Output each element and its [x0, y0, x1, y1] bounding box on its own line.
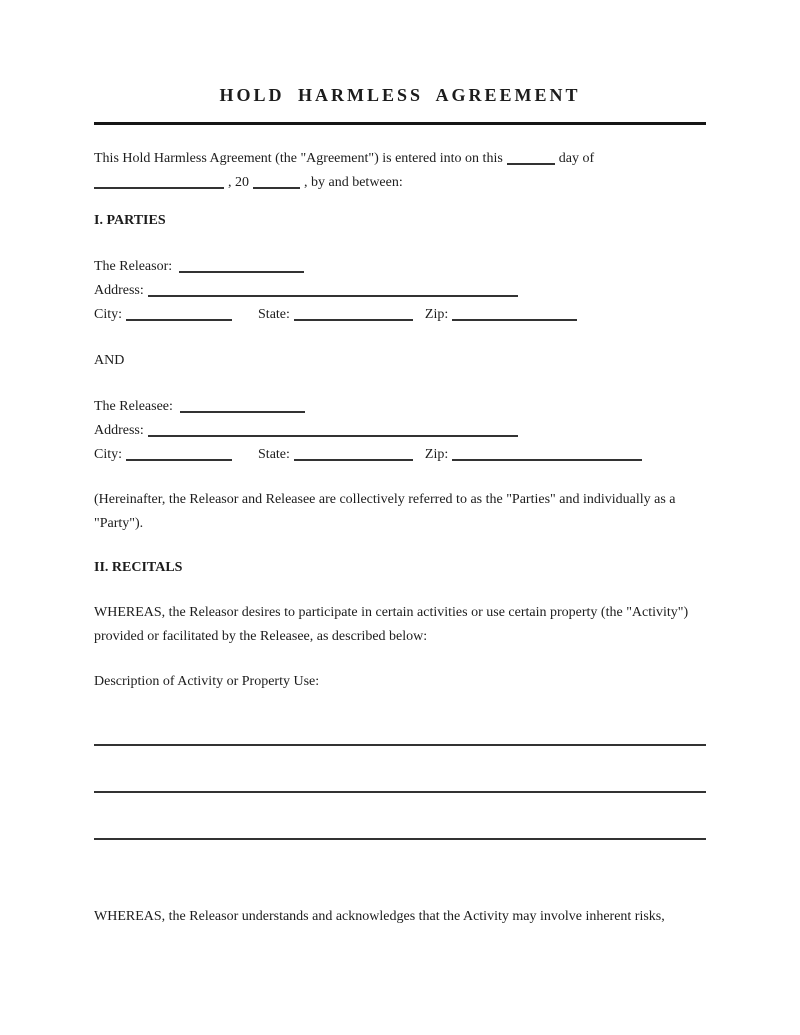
releasee-block	[94, 395, 706, 467]
intro-text-day-of: day of	[558, 151, 595, 166]
releasor-city-blank	[126, 309, 232, 321]
releasee-state-blank	[294, 449, 413, 461]
releasor-zip-blank	[452, 309, 577, 321]
releasee-address-label: Address:	[94, 423, 144, 438]
parties-conjunction: AND	[94, 353, 125, 368]
hereinafter-paragraph	[94, 488, 706, 536]
intro-day-blank	[507, 153, 555, 165]
releasor-zip-label: Zip:	[424, 307, 449, 322]
title-divider-rule	[94, 122, 706, 125]
releasor-state-blank	[294, 309, 413, 321]
description-write-in-area	[94, 744, 706, 840]
releasor-address-label: Address:	[94, 283, 144, 298]
releasee-city-blank	[126, 449, 232, 461]
releasee-name-blank	[180, 401, 305, 413]
parties-section-heading: I. PARTIES	[94, 213, 166, 228]
hereinafter-line-1: (Hereinafter, the Releasor and Releasee are collectively referred to as the "Parties" and individually as a	[94, 492, 676, 507]
releasor-name-line	[94, 255, 706, 279]
releasor-city-state-zip-line	[94, 303, 706, 327]
description-label: Description of Activity or Property Use:	[94, 674, 320, 689]
document-title: HOLD HARMLESS AGREEMENT	[219, 85, 581, 105]
hereinafter-line-2: "Party").	[94, 516, 144, 531]
releasee-zip-blank	[452, 449, 642, 461]
releasor-state-label: State:	[258, 307, 290, 322]
intro-paragraph	[94, 147, 706, 195]
description-line-1	[94, 744, 706, 746]
intro-month-blank	[94, 177, 224, 189]
releasor-address-line	[94, 279, 706, 303]
intro-text-comma-20: , 20	[228, 175, 249, 190]
intro-line-1	[94, 147, 706, 171]
whereas-activity-paragraph	[94, 601, 706, 649]
releasor-block	[94, 255, 706, 327]
releasor-address-blank	[148, 285, 518, 297]
releasor-name-label: The Releasor:	[94, 259, 173, 274]
intro-text-before-day: This Hold Harmless Agreement (the "Agreement") is entered into on this	[94, 151, 503, 166]
releasee-address-blank	[148, 425, 518, 437]
whereas-risks-paragraph: WHEREAS, the Releasor understands and acknowledges that the Activity may involve inherent risks,	[94, 909, 665, 924]
intro-year-blank	[253, 177, 300, 189]
recitals-section-heading: II. RECITALS	[94, 560, 183, 575]
releasee-city-state-zip-line	[94, 443, 706, 467]
releasee-state-label: State:	[258, 447, 290, 462]
releasee-name-line	[94, 395, 706, 419]
releasee-address-line	[94, 419, 706, 443]
intro-text-by-and-between: , by and between:	[304, 175, 403, 190]
description-line-2	[94, 791, 706, 793]
description-line-3	[94, 838, 706, 840]
whereas-activity-line-1: WHEREAS, the Releasor desires to participate in certain activities or use certain property (the "Activity")	[94, 605, 689, 620]
releasor-city-label: City:	[94, 307, 123, 322]
releasor-name-blank	[179, 261, 304, 273]
releasee-city-label: City:	[94, 447, 123, 462]
intro-line-2	[94, 171, 706, 195]
releasee-name-label: The Releasee:	[94, 399, 173, 414]
releasee-zip-label: Zip:	[424, 447, 449, 462]
whereas-activity-line-2: provided or facilitated by the Releasee, as described below:	[94, 629, 428, 644]
